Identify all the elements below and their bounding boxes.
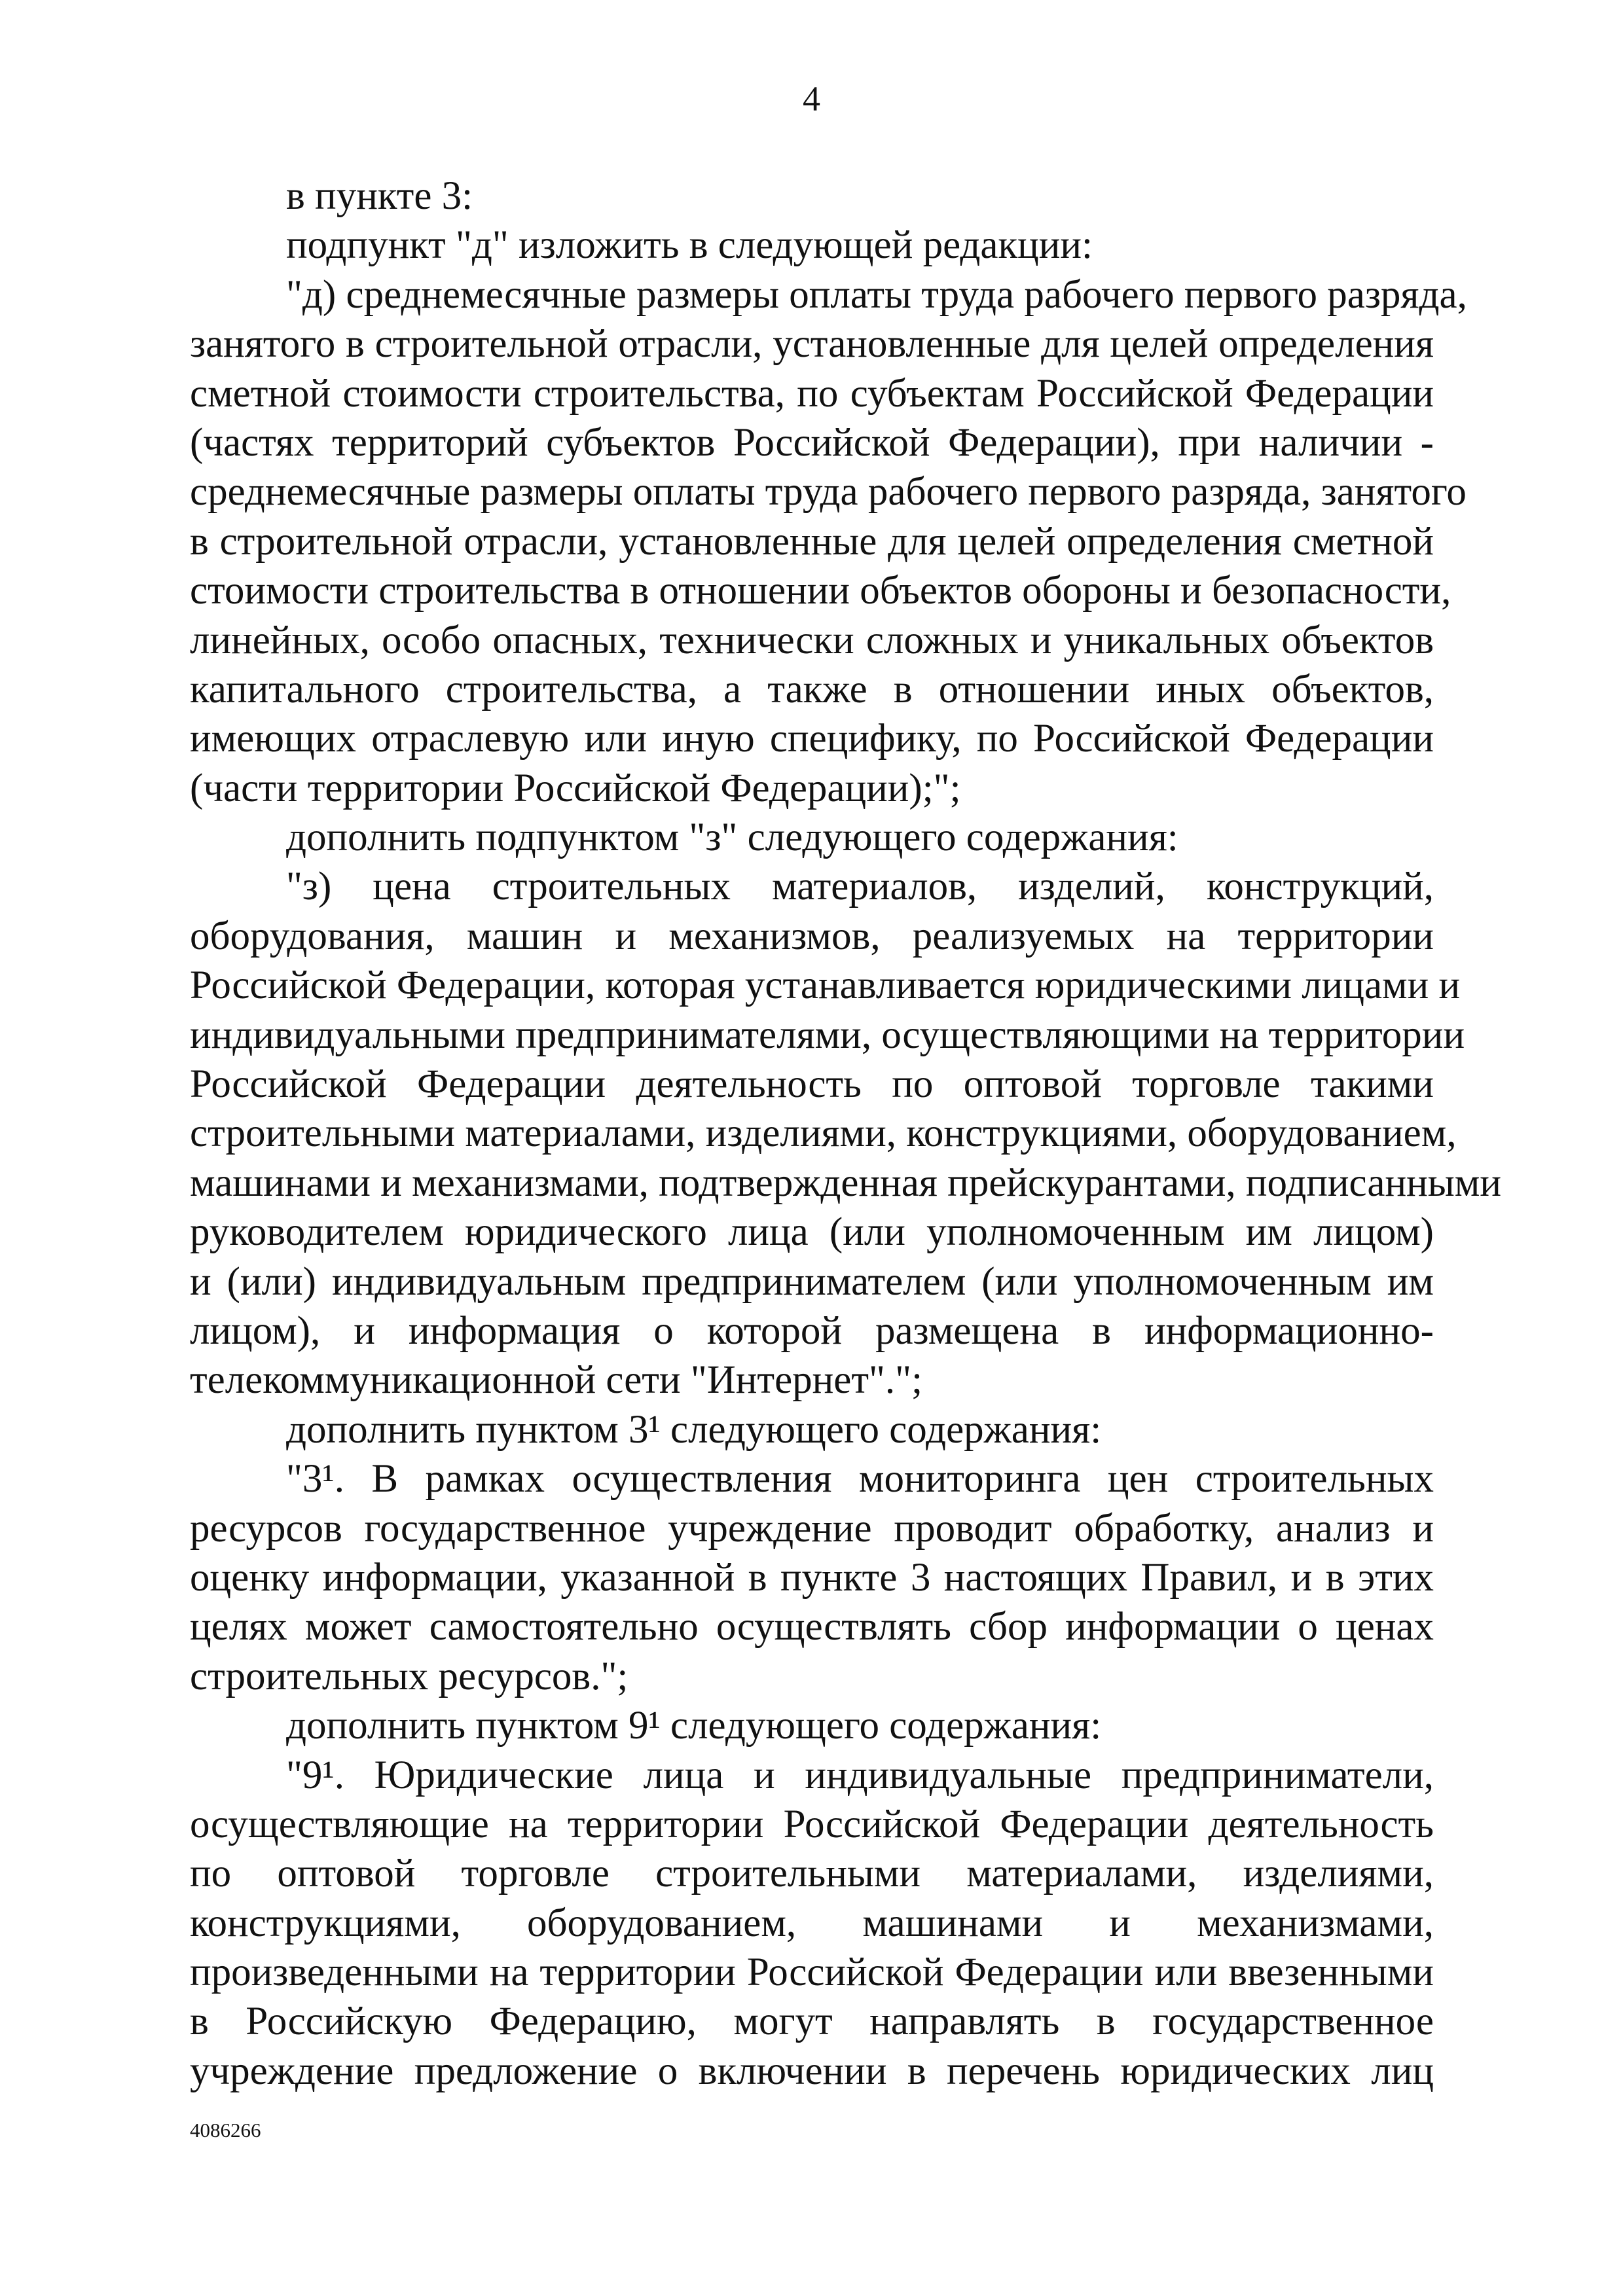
page-number: 4 [803,79,820,118]
text-line: "3¹. В рамках осуществления мониторинга цен строительных [286,1457,1434,1501]
text-line: в строительной отрасли, установленные для целей определения сметной [190,519,1434,564]
text-line: целях может самостоятельно осуществлять сбор информации о ценах [190,1605,1434,1649]
text-line: произведенными на территории Российской Федерации или ввезенными [190,1950,1434,1995]
text-line: строительными материалами, изделиями, конструкциями, оборудованием, [190,1111,1457,1156]
text-line: стоимости строительства в отношении объектов обороны и безопасности, [190,569,1451,613]
text-line: индивидуальными предпринимателями, осуществляющими на территории [190,1013,1465,1057]
text-line: машинами и механизмами, подтвержденная прейскурантами, подписанными [190,1160,1501,1205]
text-line: занятого в строительной отрасли, установленные для целей определения [190,322,1434,367]
text-line: капитального строительства, а также в отношении иных объектов, [190,667,1434,711]
text-line: среднемесячные размеры оплаты труда рабочего первого разряда, занятого [190,470,1467,514]
text-line: осуществляющие на территории Российской Федерации деятельность [190,1802,1434,1846]
text-line: конструкциями, оборудованием, машинами и механизмами, [190,1901,1434,1945]
document-body [190,171,1501,2096]
text-line: подпункт "д" изложить в следующей редакции: [286,223,1093,268]
text-line: дополнить пунктом 3¹ следующего содержания: [286,1407,1102,1452]
text-line: "з) цена строительных материалов, изделий, конструкций, [286,865,1434,909]
text-line: оборудования, машин и механизмов, реализуемых на территории [190,914,1434,958]
text-line: и (или) индивидуальным предпринимателем (или уполномоченным им [190,1259,1434,1304]
text-line: лицом), и информация о которой размещена в информационно- [190,1308,1434,1353]
text-line: Российской Федерации, которая устанавливается юридическими лицами и [190,963,1461,1008]
text-line: руководителем юридического лица (или уполномоченным им лицом) [190,1210,1434,1255]
text-line: "9¹. Юридические лица и индивидуальные предприниматели, [286,1753,1434,1797]
text-line: строительных ресурсов."; [190,1654,629,1698]
text-line: в Российскую Федерацию, могут направлять в государственное [190,2000,1434,2044]
text-line: телекоммуникационной сети "Интернет"."; [190,1358,923,1403]
text-line: учреждение предложение о включении в перечень юридических лиц [190,2049,1434,2093]
text-line: "д) среднемесячные размеры оплаты труда рабочего первого разряда, [286,272,1467,317]
text-line: в пункте 3: [286,174,473,218]
text-line: дополнить пунктом 9¹ следующего содержания: [286,1704,1102,1748]
document-code: 4086266 [190,2119,261,2142]
text-line: ресурсов государственное учреждение проводит обработку, анализ и [190,1506,1434,1551]
text-line: Российской Федерации деятельность по оптовой торговле такими [190,1062,1434,1107]
text-line: оценку информации, указанной в пункте 3 настоящих Правил, и в этих [190,1555,1434,1600]
text-line: (частях территорий субъектов Российской Федерации), при наличии - [190,420,1434,465]
text-line: (части территории Российской Федерации);"; [190,766,961,810]
text-line: имеющих отраслевую или иную специфику, по Российской Федерации [190,717,1434,761]
text-line: дополнить подпунктом "з" следующего содержания: [286,816,1178,860]
text-line: сметной стоимости строительства, по субъектам Российской Федерации [190,371,1434,416]
text-line: по оптовой торговле строительными материалами, изделиями, [190,1852,1434,1896]
text-line: линейных, особо опасных, технически сложных и уникальных объектов [190,618,1434,662]
